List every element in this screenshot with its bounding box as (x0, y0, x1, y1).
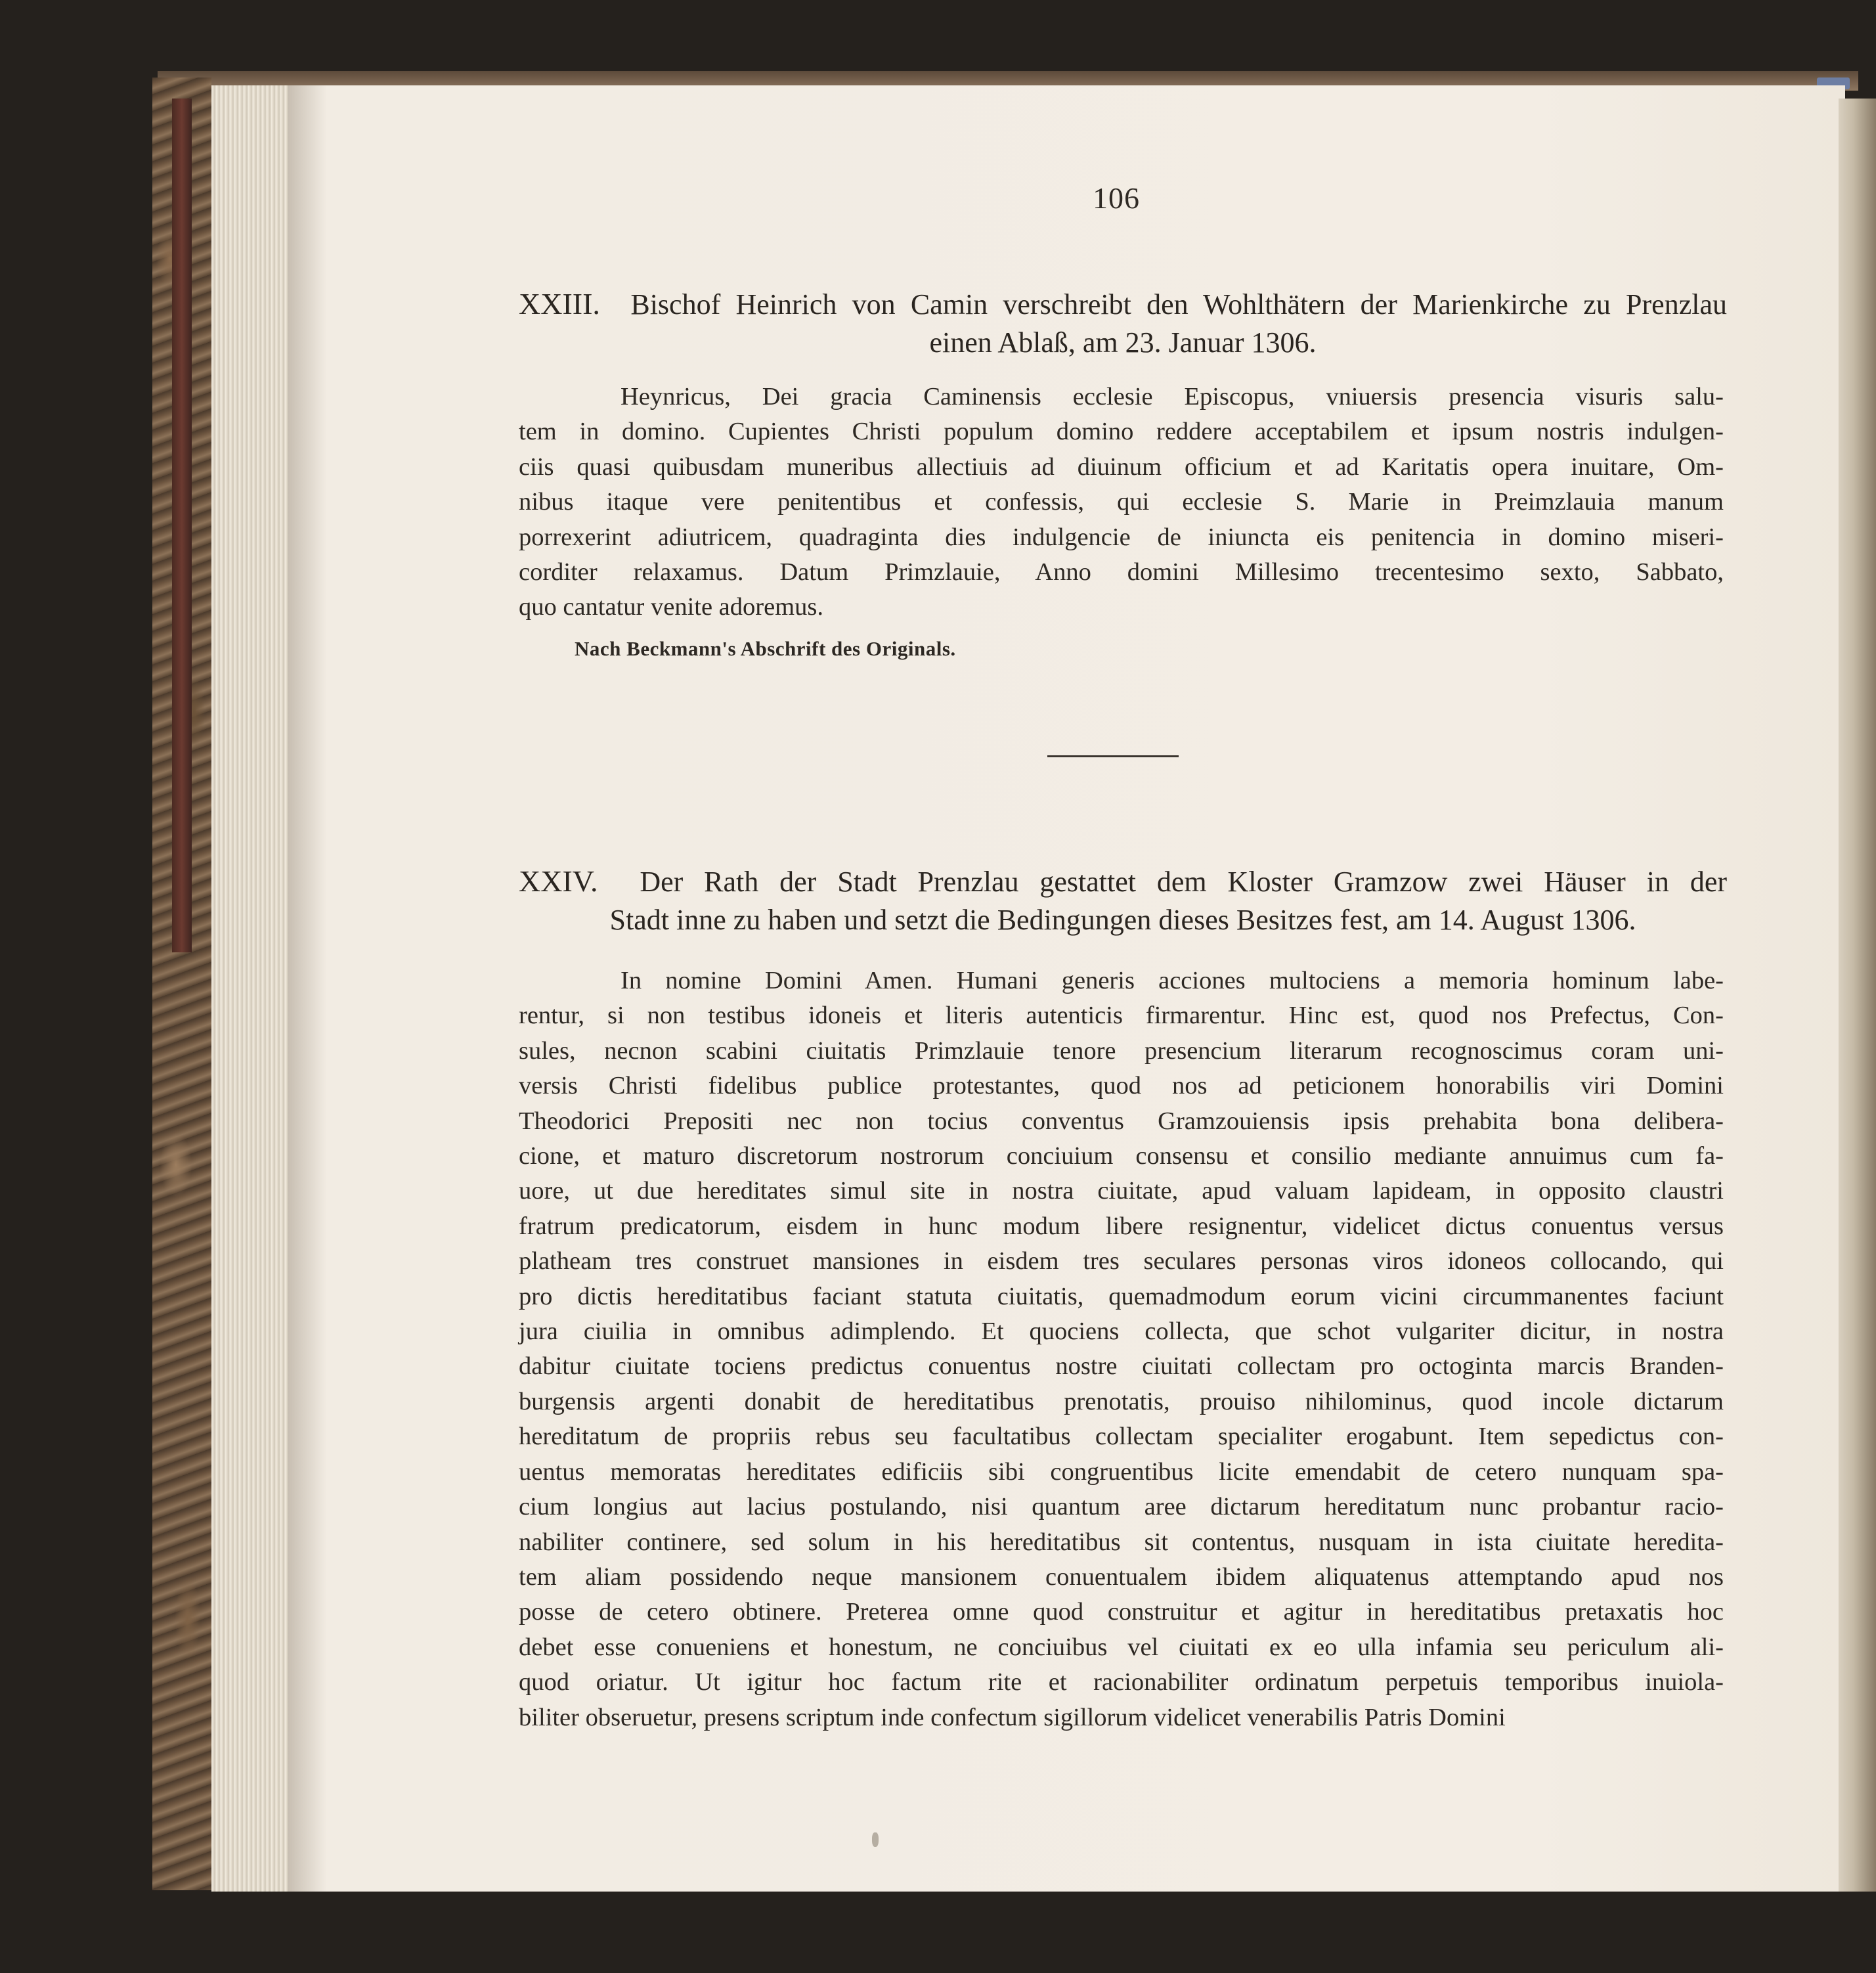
section-23-heading-line-1 (519, 285, 1727, 324)
source-note: Nach Beckmann's Abschrift des Originals. (575, 637, 956, 660)
section-23-heading (519, 285, 1727, 362)
body-line: uore, ut due hereditates simul site in nostra ciuitate, apud valuam lapideam, in opposito claustri (519, 1177, 1724, 1205)
ink-smudge (872, 1832, 879, 1847)
section-24-title-line-1: Der Rath der Stadt Prenzlau gestattet dem Kloster Gramzow zwei Häuser in der (640, 866, 1727, 898)
body-line: jura ciuilia in omnibus adimplendo. Et quociens collecta, que schot vulgariter dicitur, in nostra (519, 1318, 1724, 1346)
body-line: versis Christi fidelibus publice protestantes, quod nos ad peticionem honorabilis viri Domini (519, 1072, 1724, 1100)
page-edges (211, 85, 289, 1892)
body-line: quod oriatur. Ut igitur hoc factum rite et racionabiliter ordinatum perpetuis temporibus inuiola- (519, 1668, 1724, 1696)
section-23-title-line-1: Bischof Heinrich von Camin verschreibt den Wohlthätern der Marienkirche zu Prenzlau (630, 288, 1727, 321)
section-23-title-line-2: einen Ablaß, am 23. Januar 1306. (929, 326, 1317, 359)
section-24-heading (519, 862, 1727, 939)
body-line: dabitur ciuitate tociens predictus conuentus nostre ciuitati collectam pro octoginta marcis Branden- (519, 1352, 1724, 1381)
section-24-heading-line-1 (519, 862, 1727, 901)
body-line: porrexerint adiutricem, quadraginta dies indulgencie de iniuncta eis penitencia in domino miseri- (519, 523, 1724, 551)
body-line: pro dictis hereditatibus faciant statuta ciuitatis, quemadmodum eorum vicini circummanentes faciunt (519, 1282, 1724, 1310)
body-line: nibus itaque vere penitentibus et confessis, qui ecclesie S. Marie in Preimzlauia manum (519, 488, 1724, 516)
body-line: cione, et maturo discretorum nostrorum conciuium consensu et consilio mediante annuimus cum fa- (519, 1142, 1724, 1170)
body-line: tem aliam possidendo neque mansionem conuentualem ibidem aliquatenus attemptando apud nos (519, 1563, 1724, 1591)
section-23-body (519, 380, 1724, 625)
body-line: uentus memoratas hereditates edificiis sibi congruentibus licite emendabit de cetero nunquam spa- (519, 1457, 1724, 1486)
body-line: Heynricus, Dei gracia Caminensis ecclesie Episcopus, vniuersis presencia visuris salu- (621, 383, 1724, 410)
body-line: fratrum predicatorum, eisdem in hunc modum libere resignentur, videlicet dictus conuentus versus (519, 1212, 1724, 1240)
body-line: quo cantatur venite adoremus. (519, 593, 823, 621)
body-line: cium longius aut lacius postulando, nisi quantum aree dictarum hereditatum nunc probantur racio- (519, 1493, 1724, 1521)
body-line: biliter obseruetur, presens scriptum inde confectum sigillorum videlicet venerabilis Patris Domini (519, 1703, 1506, 1731)
body-line: hereditatum de propriis rebus seu facultatibus collectam specialiter erogabunt. Item sepedictus con- (519, 1423, 1724, 1451)
body-line: sules, necnon scabini ciuitatis Primzlauie tenore presencium literarum recognoscimus coram uni- (519, 1036, 1724, 1065)
section-divider (1047, 755, 1179, 757)
body-line: tem in domino. Cupientes Christi populum domino reddere acceptabilem et ipsum nostris indulgen- (519, 418, 1724, 446)
body-line: burgensis argenti donabit de hereditatibus prenotatis, prouiso nihilominus, quod incole dictarum (519, 1387, 1724, 1415)
leather-spine-strip (172, 99, 192, 952)
body-line: debet esse conueniens et honestum, ne conciuibus vel ciuitati ex eo ulla infamia seu periculum ali- (519, 1633, 1724, 1661)
body-line: In nomine Domini Amen. Humani generis acciones multociens a memoria hominum labe- (621, 967, 1724, 994)
body-line: corditer relaxamus. Datum Primzlauie, Anno domini Millesimo trecentesimo sexto, Sabbato, (519, 558, 1724, 587)
gutter-shadow (288, 85, 327, 1892)
body-line: platheam tres construet mansiones in eisdem tres seculares personas viros idoneos collocando, qui (519, 1247, 1724, 1275)
page-number: 106 (1093, 181, 1140, 215)
section-24-title-line-2: Stadt inne zu haben und setzt die Bedingungen dieses Besitzes fest, am 14. August 1306. (609, 904, 1636, 936)
section-24-body (519, 964, 1724, 1735)
body-line: Theodorici Prepositi nec non tocius conventus Gramzouiensis ipsis prehabita bona delibera- (519, 1107, 1724, 1135)
section-23-numeral: XXIII. (519, 287, 600, 321)
body-line: nabiliter continere, sed solum in his hereditatibus sit contentus, nusquam in ista ciuitate heredita- (519, 1528, 1724, 1556)
body-line: posse de cetero obtinere. Preterea omne quod construitur et agitur in hereditatibus pretaxatis hoc (519, 1598, 1724, 1626)
body-line: ciis quasi quibusdam muneribus allectiuis ad diuinum officium et ad Karitatis opera inuitare, Om- (519, 453, 1724, 481)
section-24-numeral: XXIV. (519, 864, 598, 898)
page-right-edge (1839, 99, 1876, 1892)
body-line: rentur, si non testibus idoneis et literis autenticis firmarentur. Hinc est, quod nos Prefectus, Con- (519, 1002, 1724, 1030)
